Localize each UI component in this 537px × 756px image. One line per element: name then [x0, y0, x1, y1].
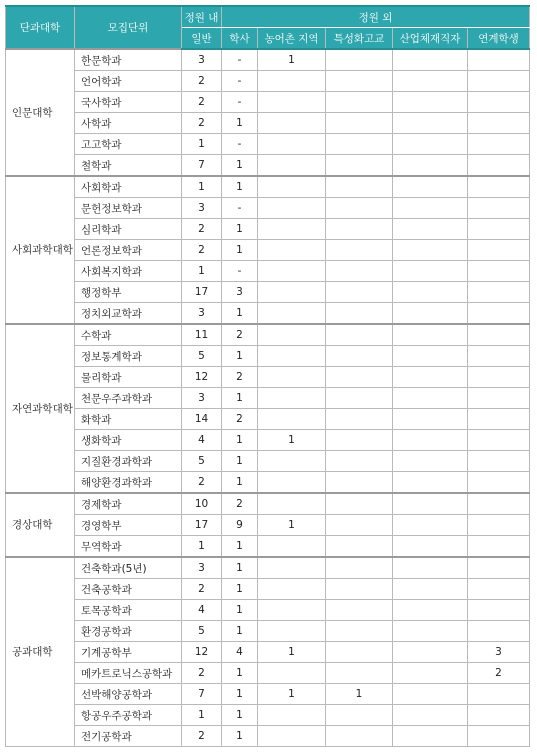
haksa-cell: 9: [222, 515, 258, 536]
haksa-cell: 1: [222, 155, 258, 177]
haksa-cell: 2: [222, 367, 258, 388]
specialized-hs-cell: [326, 261, 393, 282]
rural-area-cell: 1: [258, 430, 326, 451]
linked-student-cell: [468, 113, 530, 134]
general-quota-cell: 5: [182, 346, 222, 367]
department-cell: 사회학과: [75, 176, 182, 198]
linked-student-cell: [468, 621, 530, 642]
haksa-cell: -: [222, 71, 258, 92]
industry-worker-cell: [393, 388, 468, 409]
specialized-hs-cell: [326, 367, 393, 388]
table-row: [6, 219, 530, 240]
linked-student-cell: [468, 557, 530, 579]
haksa-cell: 1: [222, 219, 258, 240]
rural-area-cell: [258, 388, 326, 409]
haksa-cell: 4: [222, 642, 258, 663]
general-quota-cell: 2: [182, 113, 222, 134]
general-quota-cell: 17: [182, 282, 222, 303]
table-row: [6, 346, 530, 367]
rural-area-cell: [258, 557, 326, 579]
industry-worker-cell: [393, 49, 468, 71]
department-cell: 해양환경과학과: [75, 472, 182, 494]
general-quota-cell: 3: [182, 49, 222, 71]
linked-student-cell: [468, 71, 530, 92]
specialized-hs-cell: [326, 346, 393, 367]
haksa-cell: 2: [222, 409, 258, 430]
industry-worker-cell: [393, 472, 468, 494]
table-row: [6, 579, 530, 600]
col-rural-header: 농어촌 지역: [258, 28, 326, 50]
industry-worker-cell: [393, 303, 468, 325]
department-cell: 사회복지학과: [75, 261, 182, 282]
col-special-header: 특성화고교: [326, 28, 393, 50]
haksa-cell: 1: [222, 303, 258, 325]
industry-worker-cell: [393, 134, 468, 155]
specialized-hs-cell: [326, 642, 393, 663]
industry-worker-cell: [393, 579, 468, 600]
department-cell: 행정학부: [75, 282, 182, 303]
haksa-cell: 1: [222, 557, 258, 579]
rural-area-cell: [258, 303, 326, 325]
quota-table: [5, 5, 530, 747]
linked-student-cell: [468, 472, 530, 494]
general-quota-cell: 2: [182, 472, 222, 494]
rural-area-cell: 1: [258, 49, 326, 71]
industry-worker-cell: [393, 726, 468, 747]
industry-worker-cell: [393, 451, 468, 472]
department-cell: 생화학과: [75, 430, 182, 451]
department-cell: 건축공학과: [75, 579, 182, 600]
specialized-hs-cell: [326, 705, 393, 726]
rural-area-cell: 1: [258, 515, 326, 536]
col-general-header: 일반: [182, 28, 222, 50]
rural-area-cell: [258, 621, 326, 642]
college-cell: 공과대학: [6, 557, 75, 747]
industry-worker-cell: [393, 282, 468, 303]
general-quota-cell: 5: [182, 451, 222, 472]
haksa-cell: 1: [222, 240, 258, 261]
specialized-hs-cell: [326, 134, 393, 155]
industry-worker-cell: [393, 113, 468, 134]
specialized-hs-cell: [326, 493, 393, 515]
industry-worker-cell: [393, 642, 468, 663]
general-quota-cell: 12: [182, 642, 222, 663]
industry-worker-cell: [393, 600, 468, 621]
general-quota-cell: 2: [182, 71, 222, 92]
haksa-cell: 1: [222, 472, 258, 494]
table-row: [6, 388, 530, 409]
rural-area-cell: [258, 282, 326, 303]
rural-area-cell: [258, 240, 326, 261]
linked-student-cell: [468, 600, 530, 621]
general-quota-cell: 3: [182, 303, 222, 325]
table-row: [6, 155, 530, 177]
linked-student-cell: [468, 493, 530, 515]
specialized-hs-cell: [326, 536, 393, 558]
industry-worker-cell: [393, 536, 468, 558]
industry-worker-cell: [393, 705, 468, 726]
col-linked-header: 연계학생: [468, 28, 530, 50]
specialized-hs-cell: 1: [326, 684, 393, 705]
general-quota-cell: 1: [182, 134, 222, 155]
rural-area-cell: [258, 409, 326, 430]
haksa-cell: 1: [222, 113, 258, 134]
rural-area-cell: [258, 198, 326, 219]
department-cell: 한문학과: [75, 49, 182, 71]
haksa-cell: -: [222, 92, 258, 113]
table-row: [6, 409, 530, 430]
industry-worker-cell: [393, 367, 468, 388]
department-cell: 심리학과: [75, 219, 182, 240]
col-college-header: 단과대학: [6, 6, 75, 49]
general-quota-cell: 5: [182, 621, 222, 642]
department-cell: 언어학과: [75, 71, 182, 92]
specialized-hs-cell: [326, 71, 393, 92]
department-cell: 토목공학과: [75, 600, 182, 621]
specialized-hs-cell: [326, 198, 393, 219]
table-row: [6, 92, 530, 113]
department-cell: 선박해양공학과: [75, 684, 182, 705]
rural-area-cell: [258, 493, 326, 515]
specialized-hs-cell: [326, 409, 393, 430]
general-quota-cell: 7: [182, 155, 222, 177]
general-quota-cell: 2: [182, 92, 222, 113]
col-worker-header: 산업체재직자: [393, 28, 468, 50]
table-row: [6, 451, 530, 472]
department-cell: 국사학과: [75, 92, 182, 113]
rural-area-cell: [258, 579, 326, 600]
rural-area-cell: [258, 600, 326, 621]
table-row: [6, 282, 530, 303]
table-row: [6, 536, 530, 558]
haksa-cell: 1: [222, 600, 258, 621]
linked-student-cell: [468, 579, 530, 600]
table-row: [6, 176, 530, 198]
department-cell: 문헌정보학과: [75, 198, 182, 219]
linked-student-cell: [468, 155, 530, 177]
haksa-cell: -: [222, 261, 258, 282]
table-row: [6, 621, 530, 642]
haksa-cell: 2: [222, 324, 258, 346]
inside-quota-header: 정원 내: [182, 6, 222, 28]
table-row: [6, 198, 530, 219]
linked-student-cell: [468, 367, 530, 388]
linked-student-cell: [468, 388, 530, 409]
linked-student-cell: [468, 430, 530, 451]
specialized-hs-cell: [326, 176, 393, 198]
department-cell: 경제학과: [75, 493, 182, 515]
haksa-cell: 2: [222, 493, 258, 515]
col-unit-header: 모집단위: [75, 6, 182, 49]
general-quota-cell: 3: [182, 557, 222, 579]
rural-area-cell: [258, 113, 326, 134]
specialized-hs-cell: [326, 726, 393, 747]
specialized-hs-cell: [326, 113, 393, 134]
rural-area-cell: [258, 726, 326, 747]
linked-student-cell: [468, 303, 530, 325]
general-quota-cell: 4: [182, 430, 222, 451]
table-body: [6, 49, 530, 747]
college-cell: 경상대학: [6, 493, 75, 557]
table-row: [6, 240, 530, 261]
quota-table-wrapper: [5, 5, 530, 747]
specialized-hs-cell: [326, 663, 393, 684]
linked-student-cell: [468, 451, 530, 472]
college-cell: 인문대학: [6, 49, 75, 176]
general-quota-cell: 1: [182, 176, 222, 198]
industry-worker-cell: [393, 515, 468, 536]
haksa-cell: 1: [222, 621, 258, 642]
department-cell: 화학과: [75, 409, 182, 430]
general-quota-cell: 11: [182, 324, 222, 346]
linked-student-cell: [468, 134, 530, 155]
linked-student-cell: [468, 219, 530, 240]
table-row: [6, 705, 530, 726]
linked-student-cell: [468, 198, 530, 219]
rural-area-cell: [258, 71, 326, 92]
table-row: [6, 430, 530, 451]
specialized-hs-cell: [326, 557, 393, 579]
rural-area-cell: [258, 451, 326, 472]
specialized-hs-cell: [326, 600, 393, 621]
table-row: [6, 642, 530, 663]
rural-area-cell: [258, 92, 326, 113]
table-row: [6, 515, 530, 536]
specialized-hs-cell: [326, 155, 393, 177]
table-row: [6, 71, 530, 92]
linked-student-cell: [468, 515, 530, 536]
rural-area-cell: [258, 261, 326, 282]
industry-worker-cell: [393, 493, 468, 515]
haksa-cell: 1: [222, 176, 258, 198]
general-quota-cell: 2: [182, 219, 222, 240]
department-cell: 정치외교학과: [75, 303, 182, 325]
department-cell: 정보통계학과: [75, 346, 182, 367]
table-row: [6, 134, 530, 155]
department-cell: 물리학과: [75, 367, 182, 388]
linked-student-cell: [468, 409, 530, 430]
department-cell: 지질환경과학과: [75, 451, 182, 472]
haksa-cell: -: [222, 49, 258, 71]
department-cell: 언론정보학과: [75, 240, 182, 261]
linked-student-cell: [468, 346, 530, 367]
industry-worker-cell: [393, 71, 468, 92]
specialized-hs-cell: [326, 472, 393, 494]
specialized-hs-cell: [326, 92, 393, 113]
department-cell: 기계공학부: [75, 642, 182, 663]
linked-student-cell: [468, 92, 530, 113]
general-quota-cell: 1: [182, 536, 222, 558]
department-cell: 전기공학과: [75, 726, 182, 747]
rural-area-cell: [258, 663, 326, 684]
specialized-hs-cell: [326, 388, 393, 409]
department-cell: 항공우주공학과: [75, 705, 182, 726]
linked-student-cell: [468, 726, 530, 747]
rural-area-cell: [258, 219, 326, 240]
industry-worker-cell: [393, 198, 468, 219]
general-quota-cell: 2: [182, 663, 222, 684]
specialized-hs-cell: [326, 303, 393, 325]
linked-student-cell: [468, 261, 530, 282]
specialized-hs-cell: [326, 240, 393, 261]
department-cell: 고고학과: [75, 134, 182, 155]
rural-area-cell: [258, 536, 326, 558]
department-cell: 환경공학과: [75, 621, 182, 642]
department-cell: 메카트로닉스공학과: [75, 663, 182, 684]
department-cell: 건축학과(5년): [75, 557, 182, 579]
industry-worker-cell: [393, 557, 468, 579]
table-row: [6, 324, 530, 346]
linked-student-cell: [468, 324, 530, 346]
linked-student-cell: [468, 240, 530, 261]
general-quota-cell: 2: [182, 240, 222, 261]
haksa-cell: 1: [222, 684, 258, 705]
table-row: [6, 684, 530, 705]
table-row: [6, 600, 530, 621]
specialized-hs-cell: [326, 219, 393, 240]
industry-worker-cell: [393, 176, 468, 198]
specialized-hs-cell: [326, 430, 393, 451]
specialized-hs-cell: [326, 579, 393, 600]
haksa-cell: 1: [222, 726, 258, 747]
table-header: [6, 6, 530, 49]
industry-worker-cell: [393, 240, 468, 261]
general-quota-cell: 10: [182, 493, 222, 515]
rural-area-cell: [258, 346, 326, 367]
industry-worker-cell: [393, 430, 468, 451]
industry-worker-cell: [393, 155, 468, 177]
industry-worker-cell: [393, 409, 468, 430]
department-cell: 철학과: [75, 155, 182, 177]
table-row: [6, 49, 530, 71]
college-cell: 자연과학대학: [6, 324, 75, 493]
specialized-hs-cell: [326, 282, 393, 303]
department-cell: 무역학과: [75, 536, 182, 558]
table-row: [6, 303, 530, 325]
linked-student-cell: [468, 49, 530, 71]
linked-student-cell: [468, 684, 530, 705]
rural-area-cell: 1: [258, 684, 326, 705]
haksa-cell: 1: [222, 430, 258, 451]
general-quota-cell: 12: [182, 367, 222, 388]
general-quota-cell: 2: [182, 726, 222, 747]
rural-area-cell: [258, 324, 326, 346]
general-quota-cell: 7: [182, 684, 222, 705]
linked-student-cell: [468, 536, 530, 558]
specialized-hs-cell: [326, 324, 393, 346]
haksa-cell: 1: [222, 579, 258, 600]
table-row: [6, 367, 530, 388]
department-cell: 사학과: [75, 113, 182, 134]
general-quota-cell: 2: [182, 579, 222, 600]
specialized-hs-cell: [326, 515, 393, 536]
table-row: [6, 493, 530, 515]
rural-area-cell: [258, 176, 326, 198]
haksa-cell: 1: [222, 346, 258, 367]
general-quota-cell: 1: [182, 705, 222, 726]
linked-student-cell: [468, 705, 530, 726]
department-cell: 천문우주과학과: [75, 388, 182, 409]
haksa-cell: 3: [222, 282, 258, 303]
rural-area-cell: [258, 472, 326, 494]
linked-student-cell: [468, 176, 530, 198]
general-quota-cell: 14: [182, 409, 222, 430]
department-cell: 수학과: [75, 324, 182, 346]
haksa-cell: -: [222, 198, 258, 219]
linked-student-cell: 3: [468, 642, 530, 663]
specialized-hs-cell: [326, 621, 393, 642]
haksa-cell: 1: [222, 536, 258, 558]
industry-worker-cell: [393, 92, 468, 113]
industry-worker-cell: [393, 621, 468, 642]
industry-worker-cell: [393, 346, 468, 367]
haksa-cell: 1: [222, 663, 258, 684]
col-haksa-header: 학사: [222, 28, 258, 50]
table-row: [6, 557, 530, 579]
outside-quota-header: 정원 외: [222, 6, 530, 28]
table-row: [6, 113, 530, 134]
department-cell: 경영학부: [75, 515, 182, 536]
specialized-hs-cell: [326, 451, 393, 472]
linked-student-cell: [468, 282, 530, 303]
table-row: [6, 472, 530, 494]
table-row: [6, 726, 530, 747]
specialized-hs-cell: [326, 49, 393, 71]
industry-worker-cell: [393, 261, 468, 282]
haksa-cell: 1: [222, 388, 258, 409]
general-quota-cell: 4: [182, 600, 222, 621]
industry-worker-cell: [393, 684, 468, 705]
industry-worker-cell: [393, 663, 468, 684]
general-quota-cell: 17: [182, 515, 222, 536]
general-quota-cell: 3: [182, 198, 222, 219]
college-cell: 사회과학대학: [6, 176, 75, 324]
rural-area-cell: [258, 134, 326, 155]
rural-area-cell: [258, 705, 326, 726]
haksa-cell: 1: [222, 705, 258, 726]
haksa-cell: -: [222, 134, 258, 155]
rural-area-cell: 1: [258, 642, 326, 663]
table-row: [6, 261, 530, 282]
industry-worker-cell: [393, 219, 468, 240]
industry-worker-cell: [393, 324, 468, 346]
table-row: [6, 663, 530, 684]
linked-student-cell: 2: [468, 663, 530, 684]
rural-area-cell: [258, 367, 326, 388]
haksa-cell: 1: [222, 451, 258, 472]
rural-area-cell: [258, 155, 326, 177]
general-quota-cell: 3: [182, 388, 222, 409]
general-quota-cell: 1: [182, 261, 222, 282]
